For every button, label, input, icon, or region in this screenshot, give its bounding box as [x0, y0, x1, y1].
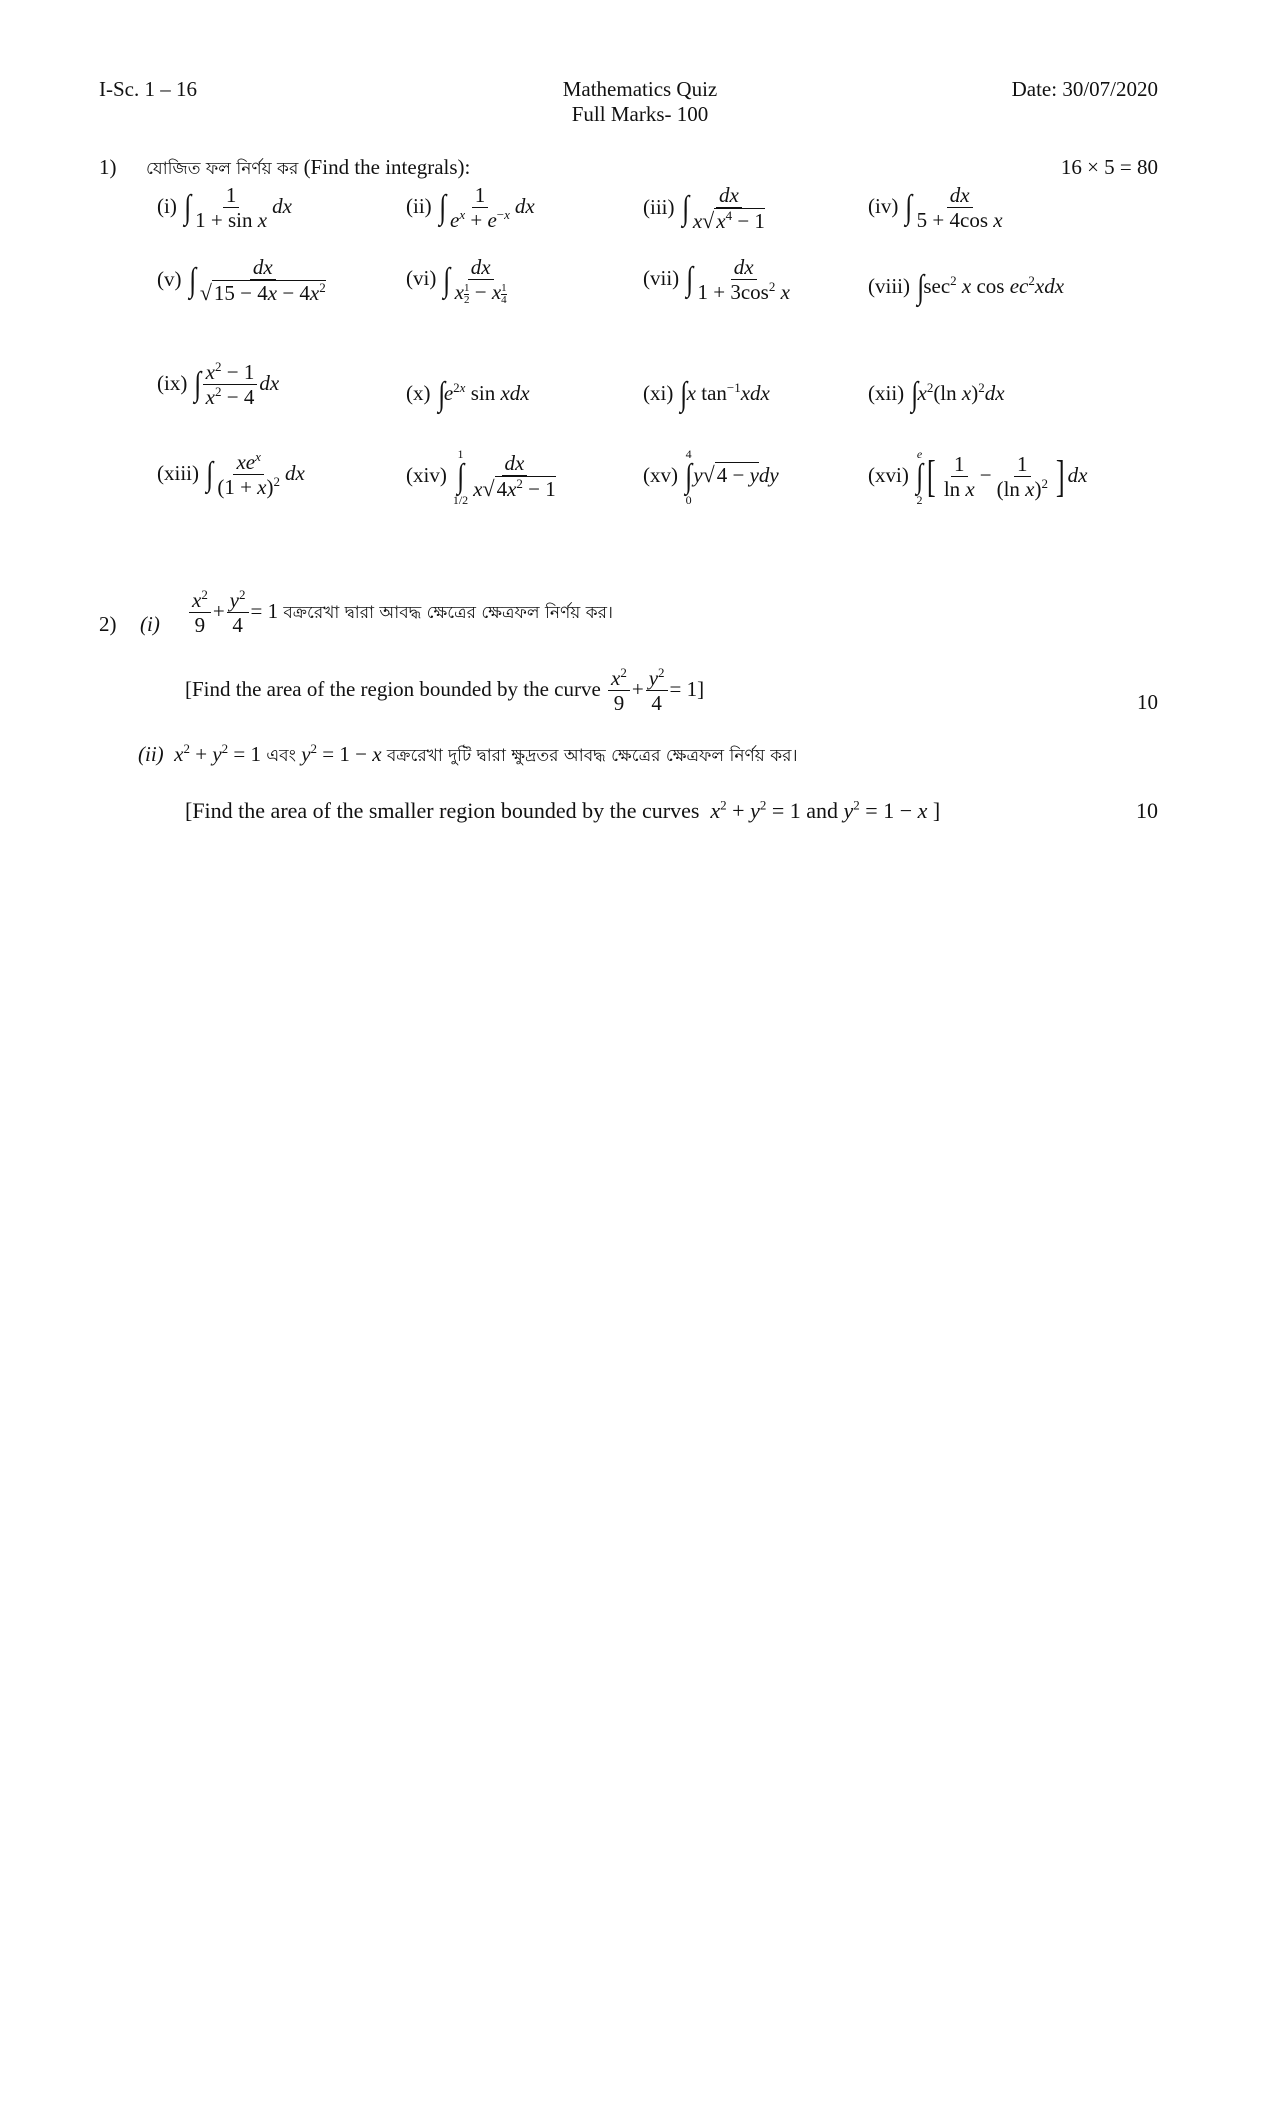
part-ii-label: (ii) — [138, 742, 164, 766]
part-i-english: [Find the area of the region bounded by the curve $\frac{x^2}{9}$ + $\frac{y^2}{4}$ = 1] — [185, 665, 705, 716]
question-number: 2) — [99, 612, 117, 636]
item-label: (i) — [157, 193, 177, 218]
item-label: (viii) — [868, 273, 910, 298]
full-marks: Full Marks- 100 — [571, 102, 709, 126]
integral-item-i: (i) ∫ $\frac{1}{\text{1 + sin x}}$ dx — [157, 183, 292, 233]
question-number: 1) — [99, 155, 117, 179]
integral-item-xii: (xii) $\int x^2(\ln$ x)$^2$dx — [868, 376, 1005, 413]
part-ii-bengali: বক্ররেখা দুটি দ্বারা ক্ষুদ্রতর আবদ্ধ ক্ষেত্রের ক্ষেত্রফল নির্ণয় কর। — [386, 746, 798, 766]
integral-item-ii: (ii) ∫ $\frac{1}{e^x + e^{-x}}$ dx — [406, 183, 535, 233]
integral-item-v: (v) ∫ $\frac{dx}{√15 - 4x - 4x^2}$ — [157, 255, 326, 306]
item-label: (iv) — [868, 193, 899, 218]
part-ii-marks: 10 — [1136, 798, 1158, 823]
item-label: (ii) — [406, 193, 432, 218]
part-i-marks: 10 — [1137, 690, 1158, 714]
ellipse-equation: $\frac{x^2}{9}$ + $\frac{y^2}{4}$ = 1 বক্ররেখা দ্বারা আবদ্ধ ক্ষেত্রের ক্ষেত্রফল নির্ণয় কর। — [187, 588, 613, 638]
instruction-english: (Find the integrals): — [303, 155, 471, 179]
part-i-label: (i) — [140, 612, 160, 636]
part-ii-english: [Find the area of the smaller region bounded by the curves $x^2 + y^2 = 1$ and $y^2 = 1 - x$ ] — [185, 797, 941, 823]
item-label: (xv) — [643, 462, 678, 487]
exam-date: Date: 30/07/2020 — [1011, 77, 1158, 101]
integral-item-xv: (xv) 4 ∫ 0 y√4 − ydy — [643, 447, 779, 507]
part-i-english-text: [Find the area of the region bounded by the curve — [185, 676, 601, 701]
item-label: (x) — [406, 380, 431, 405]
integral-item-xvi: (xvi) e ∫ 2 [ $\frac{1}{\text{ln x}}$ − $\frac{1}{(\ln x)^2}$ ] dx — [868, 447, 1088, 507]
question-marks: 16 × 5 = 80 — [1060, 155, 1158, 179]
instruction-bengali: যোজিত ফল নির্ণয় কর — [146, 159, 299, 179]
item-label: (xi) — [643, 380, 674, 405]
item-label: (vii) — [643, 265, 680, 290]
item-label: (iii) — [643, 194, 675, 219]
page-title: Mathematics Quiz — [562, 77, 718, 101]
item-label: (xvi) — [868, 462, 909, 487]
and-english: and — [806, 798, 839, 823]
part-ii-english-text: [Find the area of the smaller region bounded by the curves — [185, 798, 700, 823]
integral-item-iii: (iii) ∫ $\frac{dx}{x√x^4 - 1}$ — [643, 183, 765, 234]
item-label: (vi) — [406, 266, 437, 291]
part-label — [140, 612, 160, 636]
part-i-bengali: বক্ররেখা দ্বারা আবদ্ধ ক্ষেত্রের ক্ষেত্রফল নির্ণয় কর। — [283, 602, 614, 623]
course-code: I-Sc. 1 – 16 — [99, 77, 197, 101]
integral-item-vii: (vii) ∫ $\frac{dx}{1 + 3\cos^2 x}$ — [643, 255, 790, 305]
integral-item-xiv: (xiv) 1 ∫ 1/2 $\frac{dx}{x√4x^2 - 1}$ — [406, 447, 556, 507]
item-label: (xiv) — [406, 462, 447, 487]
item-label: (v) — [157, 266, 182, 291]
item-label: (xiii) — [157, 460, 199, 485]
integral-item-iv: (iv) ∫ $\frac{dx}{\text{5 + 4cos x}}$ — [868, 183, 1003, 233]
integral-item-xi: (xi) ∫x $\tan^{-1}xdx$ — [643, 376, 770, 413]
item-label: (xii) — [868, 380, 905, 405]
integral-item-x: (x) $\int e^{2x}$ sin xdx — [406, 376, 530, 413]
integral-item-xiii: (xiii) ∫ $\frac{xe^x}{(1 + x)^2}$ dx — [157, 449, 305, 500]
integral-item-vi: (vi) ∫ dx x $\frac{1}{2}$ − x $\frac{1}{4}$ — [406, 255, 507, 307]
and-bengali: এবং — [266, 746, 296, 766]
item-label: (ix) — [157, 370, 188, 395]
question-instruction — [146, 155, 470, 180]
part-ii-question: (ii) $x^2 + y^2 = 1$ এবং $y^2 = 1 - x$ বক্ররেখা দুটি দ্বারা ক্ষুদ্রতর আবদ্ধ ক্ষেত্রের ক্ষেত্রফল নির্ণয় কর। — [138, 741, 798, 766]
integral-item-ix: (ix) ∫ $\frac{x^2 - 1}{x^2 - 4}$ dx — [157, 359, 280, 410]
integral-item-viii: (viii) $\int\sec^2$ x $\cos ec^2xdx$ — [868, 269, 1065, 306]
